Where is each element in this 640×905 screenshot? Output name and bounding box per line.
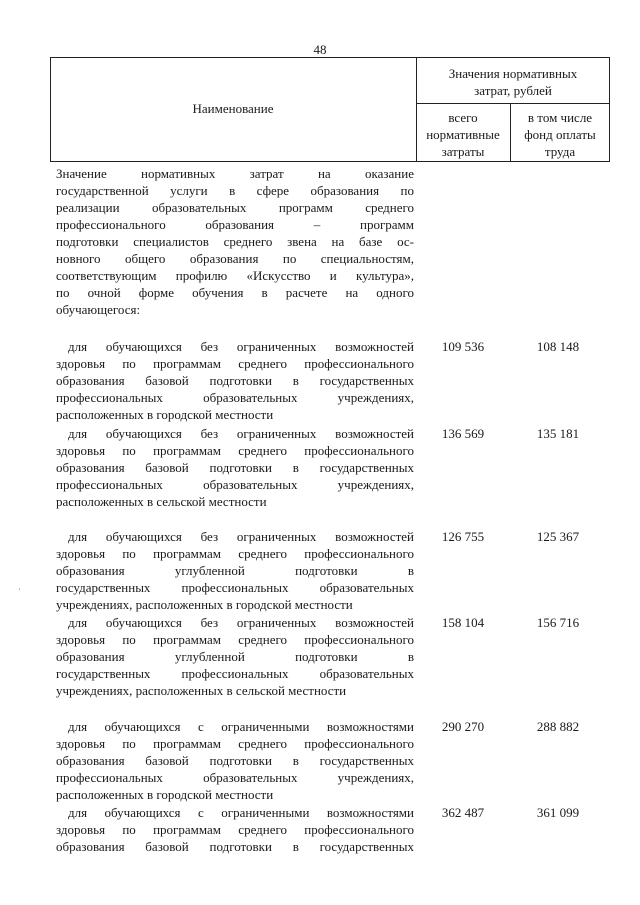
- column-header-name: Наименование: [192, 101, 274, 116]
- scan-margin-mark: ˌ: [18, 580, 21, 590]
- table-row: для обучающихся с ограниченными возможностями здоровья по программам среднего профессионального образования базовой подготовки в государственных: [56, 805, 414, 854]
- row-total-value: 109 536: [441, 339, 485, 354]
- table-header: [50, 57, 610, 161]
- header-top-rule: [50, 57, 610, 58]
- table-row: для обучающихся без ограниченных возможностей здоровья по программам среднего профессионального образования базовой подготовки в государственных профессиональных образовательных учреждениях, расположенных в городской местности: [56, 339, 414, 422]
- row-total-value: 136 569: [441, 426, 485, 441]
- column-header-total: всего нормативные затраты: [426, 110, 500, 159]
- column-header-wage-fund: в том числе фонд оплаты труда: [524, 110, 596, 159]
- header-bottom-rule: [50, 161, 610, 162]
- table-row: для обучающихся без ограниченных возможностей здоровья по программам среднего профессионального образования базовой подготовки в государственных профессиональных образовательных учреждениях, расположенных в сельской местности: [56, 426, 414, 509]
- row-total-value: 126 755: [441, 529, 485, 544]
- row-total-value: 290 270: [441, 719, 485, 734]
- column-header-values-group: Значения нормативных затрат, рублей: [448, 66, 578, 98]
- header-group-rule: [416, 103, 610, 104]
- row-wage-value: 125 367: [536, 529, 580, 544]
- row-wage-value: 135 181: [536, 426, 580, 441]
- row-wage-value: 108 148: [536, 339, 580, 354]
- table-row: для обучающихся с ограниченными возможностями здоровья по программам среднего профессионального образования базовой подготовки в государственных профессиональных образовательных учреждениях, расположенных в городской местности: [56, 719, 414, 802]
- page-number: 48: [313, 42, 327, 57]
- row-wage-value: 288 882: [536, 719, 580, 734]
- intro-paragraph: Значение нормативных затрат на оказание государственной услуги в сфере образования по реализации образовательных программ среднего профессионального образования – программ подготовки специалистов среднего звена на базе ос- новного общего образования по специальностям, соответствующим профилю «Искусство и культура», по очной форме обучения в расчете на одного обучающегося:: [56, 166, 414, 317]
- table-row: для обучающихся без ограниченных возможностей здоровья по программам среднего профессионального образования углубленной подготовки в государственных профессиональных образовательных учреждениях, расположенных в сельской местности: [56, 615, 414, 698]
- row-wage-value: 361 099: [536, 805, 580, 820]
- row-total-value: 158 104: [441, 615, 485, 630]
- row-wage-value: 156 716: [536, 615, 580, 630]
- table-row: для обучающихся без ограниченных возможностей здоровья по программам среднего профессионального образования углубленной подготовки в государственных профессиональных образовательных учреждениях, расположенных в городской местности: [56, 529, 414, 612]
- row-total-value: 362 487: [441, 805, 485, 820]
